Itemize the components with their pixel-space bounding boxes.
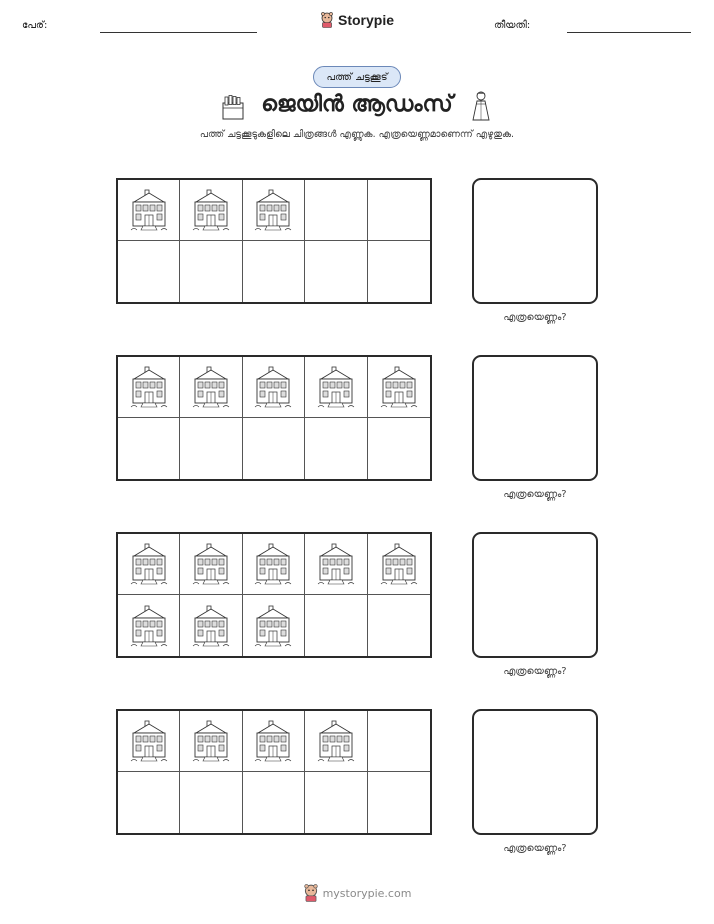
ten-frame-cell — [118, 772, 180, 833]
ten-frame-cell — [368, 595, 430, 656]
footer-mascot-icon — [303, 884, 319, 902]
house-icon — [315, 365, 357, 409]
ten-frame-cell — [243, 534, 305, 595]
house-icon — [252, 719, 294, 763]
answer-box[interactable] — [472, 709, 598, 835]
ten-frame-cell — [243, 418, 305, 479]
answer-box[interactable] — [472, 532, 598, 658]
answer-box[interactable] — [472, 355, 598, 481]
ten-frame-cell — [180, 595, 242, 656]
house-icon — [128, 365, 170, 409]
ten-frame-cell — [243, 772, 305, 833]
answer-box[interactable] — [472, 178, 598, 304]
worksheet-type-pill — [313, 66, 401, 88]
ten-frame-cell — [243, 241, 305, 302]
house-icon — [128, 188, 170, 232]
instruction-text: പത്ത് ചട്ടക്കൂടുകളിലെ ചിത്രങ്ങൾ എണ്ണുക. എത്രയെണ്ണമാണെന്ന് എഴുതുക. — [199, 129, 515, 140]
ten-frame-cell — [243, 711, 305, 772]
house-icon — [378, 542, 420, 586]
house-icon — [128, 604, 170, 648]
ten-frame-cell — [368, 772, 430, 833]
ten-frame — [116, 178, 432, 304]
ten-frame — [116, 709, 432, 835]
house-icon — [190, 188, 232, 232]
ten-frame-cell — [305, 711, 367, 772]
footer — [0, 884, 714, 902]
ten-frame-cell — [118, 357, 180, 418]
ten-frame-cell — [180, 418, 242, 479]
ten-frame-cell — [305, 241, 367, 302]
house-icon — [252, 542, 294, 586]
footer-url: mystorypie.com — [322, 886, 412, 900]
ten-frame-cell — [180, 534, 242, 595]
ten-frame-cell — [118, 241, 180, 302]
ten-frame-cell — [368, 357, 430, 418]
ten-frame — [116, 532, 432, 658]
how-many-label: എത്രയെണ്ണം? — [503, 666, 567, 677]
pill-label: പത്ത് ചട്ടക്കൂട് — [326, 71, 388, 83]
ten-frame-cell — [243, 357, 305, 418]
house-icon — [315, 542, 357, 586]
ten-frame-cell — [180, 180, 242, 241]
ten-frame-cell — [180, 711, 242, 772]
brand-name: Storypie — [337, 12, 394, 28]
ten-frame-cell — [368, 418, 430, 479]
how-many-label: എത്രയെണ്ണം? — [503, 312, 567, 323]
ten-frame-cell — [118, 595, 180, 656]
ten-frame-cell — [368, 241, 430, 302]
ten-frame-cell — [368, 534, 430, 595]
how-many-label: എത്രയെണ്ണം? — [503, 843, 567, 854]
house-icon — [128, 542, 170, 586]
ten-frame-cell — [368, 180, 430, 241]
name-line[interactable] — [100, 32, 257, 33]
date-label: തീയതി: — [494, 20, 531, 31]
jane-addams-figure-icon — [470, 90, 492, 122]
page-title: ജെയിൻ ആഡംസ് — [261, 92, 453, 117]
ten-frame-cell — [305, 418, 367, 479]
ten-frame-cell — [305, 357, 367, 418]
ten-frame-cell — [118, 418, 180, 479]
house-icon — [190, 604, 232, 648]
ten-frame-cell — [243, 180, 305, 241]
house-icon — [252, 604, 294, 648]
ten-frame-cell — [305, 772, 367, 833]
ten-frame-cell — [180, 241, 242, 302]
brand-logo — [0, 12, 714, 28]
ten-frame — [116, 355, 432, 481]
ten-frame-cell — [118, 711, 180, 772]
house-icon — [190, 365, 232, 409]
date-line[interactable] — [567, 32, 691, 33]
house-icon — [315, 719, 357, 763]
storypie-mascot-icon — [320, 12, 334, 28]
ten-frame-cell — [305, 180, 367, 241]
ten-frame-cell — [368, 711, 430, 772]
name-label: പേര്: — [22, 20, 48, 31]
house-icon — [190, 542, 232, 586]
ten-frame-cell — [180, 772, 242, 833]
ten-frame-cell — [305, 595, 367, 656]
how-many-label: എത്രയെണ്ണം? — [503, 489, 567, 500]
ten-frame-cell — [118, 534, 180, 595]
house-icon — [252, 365, 294, 409]
ten-frame-cell — [180, 357, 242, 418]
ten-frame-cell — [118, 180, 180, 241]
house-icon — [128, 719, 170, 763]
house-icon — [252, 188, 294, 232]
house-icon — [378, 365, 420, 409]
ten-frame-cell — [243, 595, 305, 656]
ten-frame-cell — [305, 534, 367, 595]
house-icon — [190, 719, 232, 763]
